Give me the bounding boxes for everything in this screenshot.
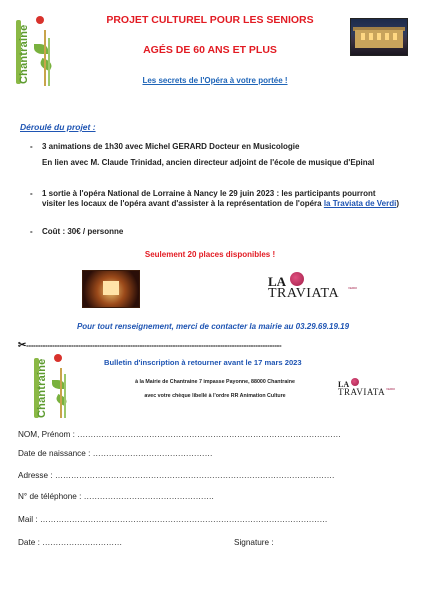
logo-dot-icon — [36, 16, 44, 24]
program-item-4: - Coût : 30€ / personne — [30, 227, 124, 236]
page-title-line1: PROJET CULTUREL POUR LES SENIORS — [106, 14, 314, 26]
theatre-stage-image — [82, 270, 140, 308]
contact-line: Pour tout renseignement, merci de contacter la mairie au 03.29.69.19.19 — [76, 322, 350, 331]
cut-line: ✂------------------------------------------------------------------------------------------------------------ — [18, 340, 282, 351]
birthdate-field[interactable]: Date de naissance : ……………………………………… — [18, 449, 213, 458]
phone-field[interactable]: N° de téléphone : …………………………………………. — [18, 492, 214, 501]
mail-field[interactable]: Mail : ……………………………………………………………………………………………… — [18, 515, 328, 524]
date-field[interactable]: Date : ………………………… — [18, 538, 123, 547]
bulletin-address: à la Mairie de Chantraine 7 impasse Payonne, 88000 Chantraine — [135, 379, 295, 385]
chantraine-logo-small: Chantraine — [32, 352, 72, 428]
program-item-2: En lien avec M. Claude Trinidad, ancien directeur adjoint de l'école de musique d'Epinal — [42, 158, 375, 167]
opera-building-image — [350, 18, 408, 56]
program-heading: Déroulé du projet : — [20, 122, 96, 132]
scissors-icon: ✂ — [18, 340, 27, 351]
places-notice: Seulement 20 places disponibles ! — [144, 250, 276, 259]
subtitle: Les secrets de l'Opéra à votre portée ! — [142, 76, 288, 85]
program-item-3: - 1 sortie à l'opéra National de Lorraine à Nancy le 29 juin 2023 : les participants pourront visiter les locaux de l'opéra avant d'assister à la représentation de l'opéra la Traviata de Verdi) — [30, 189, 399, 208]
address-field[interactable]: Adresse : …………………………………………………………………………………………… — [18, 471, 335, 480]
bulletin-title: Bulletin d'inscription à retourner avant le 17 mars 2023 — [104, 358, 302, 367]
chantraine-logo — [14, 14, 56, 94]
page-title-line2: AGÉS DE 60 ANS ET PLUS — [143, 44, 277, 56]
rose-icon — [290, 272, 304, 286]
traviata-logo-small: LA TRAVIATA VERDI — [338, 380, 396, 397]
name-field[interactable]: NOM, Prénom : ……………………………………………………………………………………… — [18, 430, 341, 439]
logo-text: Chantraine — [18, 24, 30, 84]
bulletin-cheque: avec votre chèque libellé à l'ordre RR Animation Culture — [144, 393, 286, 399]
program-item-1: - 3 animations de 1h30 avec Michel GERARD Docteur en Musicologie — [30, 142, 300, 151]
signature-field[interactable]: Signature : — [234, 538, 274, 547]
traviata-logo: LA TRAVIATA VERDI — [268, 274, 358, 301]
traviata-link[interactable]: la Traviata de Verdi — [323, 199, 397, 208]
